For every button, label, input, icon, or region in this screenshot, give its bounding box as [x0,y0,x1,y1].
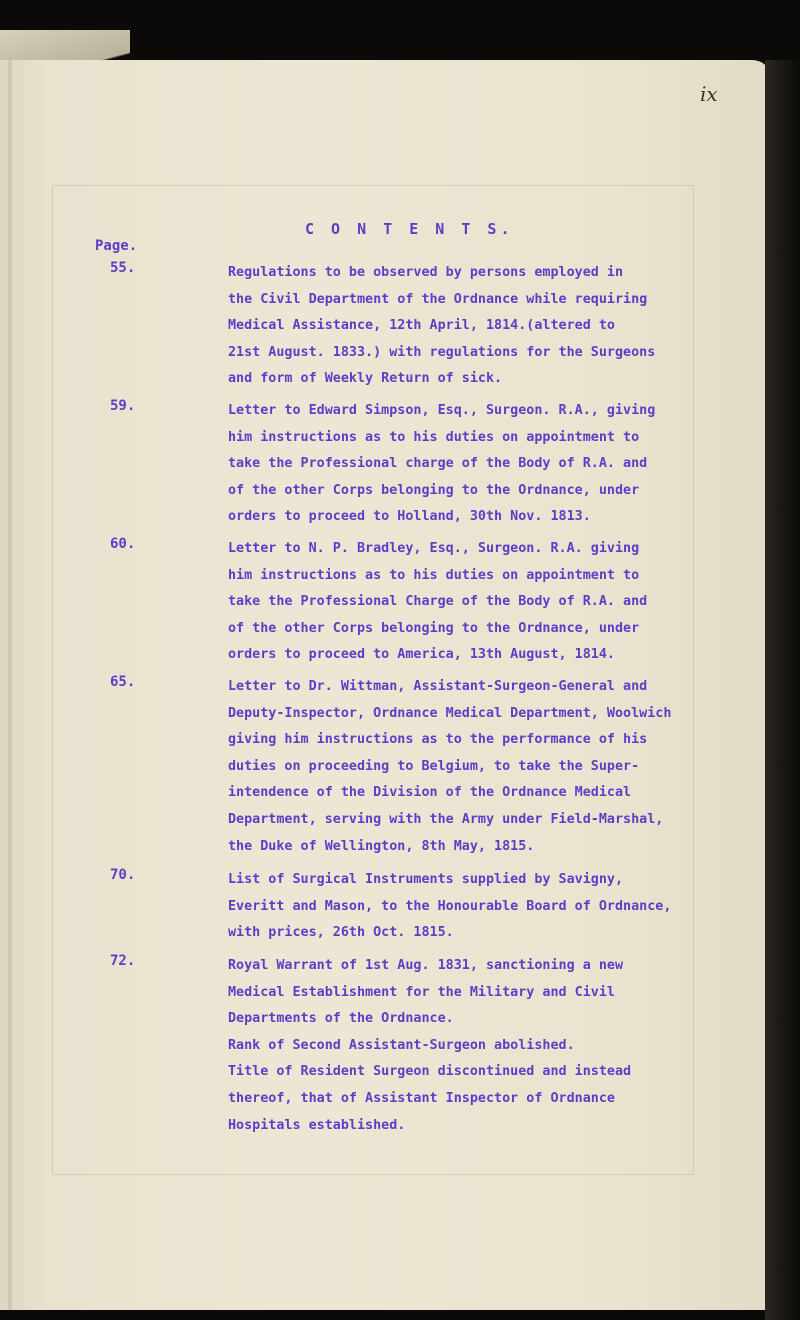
entry-page-number: 60. [110,536,136,552]
entry-line: the Duke of Wellington, 8th May, 1815. [228,838,535,854]
entry-line: Everitt and Mason, to the Honourable Board of Ordnance, [228,898,672,914]
entry-line: take the Professional charge of the Body of R.A. and [228,456,648,472]
entry-line: orders to proceed to Holland, 30th Nov. 1813. [228,509,591,525]
entry-line: Departments of the Ordnance. [228,1011,454,1027]
entry-line: List of Surgical Instruments supplied by Savigny, [228,872,624,887]
entry-line: Medical Assistance, 12th April, 1814.(altered to [228,318,615,334]
entry-page-number: 65. [110,674,136,690]
entry-line: him instructions as to his duties on appointment to [228,429,640,445]
entry-line: the Civil Department of the Ordnance while requiring [228,291,648,307]
entry-line: with prices, 26th Oct. 1815. [228,925,454,941]
entry-page-number: 72. [110,953,136,969]
entry-line: giving him instructions as to the performance of his [228,732,648,748]
page-edge [8,60,12,1310]
entry-line: Letter to N. P. Bradley, Esq., Surgeon. R.A. giving [228,541,640,556]
contents-heading: C O N T E N T S. [305,220,514,238]
entry-line: him instructions as to his duties on appointment to [228,567,640,583]
entry-line: Letter to Dr. Wittman, Assistant-Surgeon-General and [228,679,648,694]
entry-line: Regulations to be observed by persons employed in [228,265,624,280]
entry-line: Deputy-Inspector, Ordnance Medical Department, Woolwich [228,705,672,721]
entry-line: Title of Resident Surgeon discontinued and instead [228,1064,632,1080]
entry-page-number: 55. [110,260,136,276]
entry-line: duties on proceeding to Belgium, to take the Super- [228,758,640,774]
entry-line: Department, serving with the Army under Field-Marshal, [228,811,664,827]
entry-line: 21st August. 1833.) with regulations for the Surgeons [228,344,656,360]
entry-line: Letter to Edward Simpson, Esq., Surgeon. R.A., giving [228,403,656,418]
folio-number: ix [700,82,718,106]
entry-line: of the other Corps belonging to the Ordnance, under [228,620,640,636]
binding-shadow [765,60,800,1320]
page-column-label: Page. [95,238,138,254]
entry-line: Rank of Second Assistant-Surgeon abolished. [228,1037,575,1053]
entry-page-number: 70. [110,867,136,883]
entry-line: thereof, that of Assistant Inspector of Ordnance [228,1090,615,1106]
entry-line: Medical Establishment for the Military and Civil [228,984,615,1000]
entry-line: Hospitals established. [228,1117,406,1133]
entry-page-number: 59. [110,398,136,414]
entry-line: of the other Corps belonging to the Ordnance, under [228,482,640,498]
entry-line: orders to proceed to America, 13th August, 1814. [228,647,615,663]
entry-line: Royal Warrant of 1st Aug. 1831, sanctioning a new [228,958,624,973]
entry-line: take the Professional Charge of the Body of R.A. and [228,594,648,610]
entry-line: and form of Weekly Return of sick. [228,371,503,387]
entry-line: intendence of the Division of the Ordnance Medical [228,785,632,801]
